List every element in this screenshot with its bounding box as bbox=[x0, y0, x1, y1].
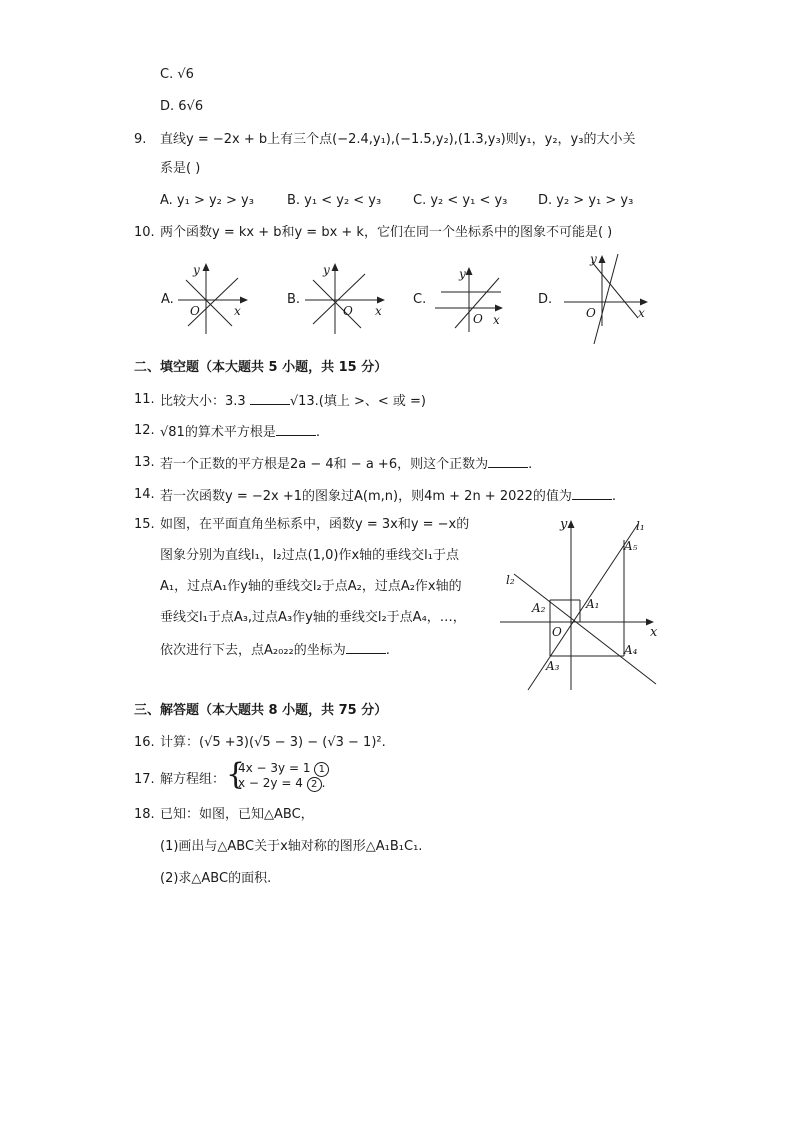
q15-line5-a: 依次进行下去，点A₂₀₂₂的坐标为 bbox=[160, 643, 346, 658]
q14-text-b: . bbox=[611, 489, 617, 504]
q10-d-y-label: y bbox=[590, 252, 597, 266]
q10-number: 10. bbox=[134, 225, 155, 240]
q15-line1: 如图，在平面直角坐标系中，函数y = 3x和y = −x的 bbox=[160, 517, 470, 532]
q15-figure bbox=[496, 512, 666, 694]
q9-option-a: A. y₁ > y₂ > y₃ bbox=[160, 193, 254, 208]
q13-text-a: 若一个正数的平方根是2a − 4和 − a +6，则这个正数为 bbox=[160, 457, 489, 472]
q15-line3: A₁，过点A₁作y轴的垂线交l₂于点A₂，过点A₂作x轴的 bbox=[160, 579, 462, 594]
q10-d-origin: O bbox=[586, 306, 596, 320]
q17-eq1-mark: 1 bbox=[314, 762, 329, 777]
q17-label: 解方程组： bbox=[160, 772, 226, 787]
q9-option-d: D. y₂ > y₁ > y₃ bbox=[538, 193, 634, 208]
q17-eq1-text: 4x − 3y = 1 bbox=[238, 761, 311, 775]
q10-a-origin: O bbox=[190, 304, 200, 318]
q10-graph-d bbox=[562, 250, 654, 346]
q10-b-x-label: x bbox=[375, 304, 382, 318]
q10-option-c-label: C. bbox=[413, 292, 427, 307]
q15-fig-a3: A₃ bbox=[546, 659, 560, 673]
q10-b-y-label: y bbox=[323, 263, 330, 277]
q11-text-b: √13.(填上 >、< 或 =) bbox=[289, 394, 426, 409]
q15-fig-a1: A₁ bbox=[586, 597, 600, 611]
q10-b-origin: O bbox=[343, 304, 353, 318]
q11-text-a: 比较大小：3.3 bbox=[160, 394, 250, 409]
q12-blank[interactable] bbox=[276, 422, 316, 436]
q17-eq2 bbox=[238, 776, 326, 792]
q10-graph-c bbox=[433, 262, 513, 334]
q15-fig-a5: A₅ bbox=[624, 539, 638, 553]
q14-number: 14. bbox=[134, 487, 155, 502]
q15-fig-origin: O bbox=[552, 625, 562, 639]
q9-option-b: B. y₁ < y₂ < y₃ bbox=[287, 193, 382, 208]
q10-a-x-label: x bbox=[234, 304, 241, 318]
q15-fig-y-label: y bbox=[560, 517, 568, 532]
q15-fig-l2: l₂ bbox=[506, 573, 515, 587]
q15-line5-b: . bbox=[385, 643, 390, 658]
q17-eq1 bbox=[238, 761, 329, 777]
q18-text: 已知：如图，已知△ABC， bbox=[160, 807, 314, 822]
q15-line4: 垂线交l₁于点A₃,过点A₃作y轴的垂线交l₂于点A₄，…， bbox=[160, 610, 466, 625]
q18-part2: (2)求△ABC的面积. bbox=[160, 871, 272, 886]
q12-text bbox=[160, 422, 320, 442]
q17-eq2-mark: 2 bbox=[307, 777, 322, 792]
q10-option-a-label: A. bbox=[161, 292, 174, 307]
q15-line2: 图象分别为直线l₁，l₂过点(1,0)作x轴的垂线交l₁于点 bbox=[160, 548, 459, 563]
q15-fig-a2: A₂ bbox=[532, 601, 546, 615]
q9-option-c: C. y₂ < y₁ < y₃ bbox=[413, 193, 508, 208]
q15-fig-a4: A₄ bbox=[624, 643, 638, 657]
q14-text-a: 若一次函数y = −2x +1的图象过A(m,n)，则4m + 2n + 2022的值为 bbox=[160, 489, 572, 504]
q15-line5 bbox=[160, 640, 390, 660]
q10-c-origin: O bbox=[473, 312, 483, 326]
q10-d-x-label: x bbox=[638, 306, 645, 320]
q12-number: 12. bbox=[134, 423, 155, 438]
q9-text-line2: 系是( ) bbox=[160, 161, 201, 176]
section3-title: 三、解答题（本大题共 8 小题，共 75 分） bbox=[134, 703, 388, 718]
q16-text: 计算：(√5 +3)(√5 − 3) − (√3 − 1)². bbox=[160, 735, 386, 750]
q10-graph-a bbox=[176, 258, 252, 336]
q15-blank[interactable] bbox=[346, 640, 386, 654]
q10-c-y-label: y bbox=[459, 267, 466, 281]
q12-text-b: . bbox=[315, 425, 320, 440]
section2-title: 二、填空题（本大题共 5 小题，共 15 分） bbox=[134, 360, 388, 375]
q8-option-d: D. 6√6 bbox=[160, 99, 204, 114]
q10-c-x-label: x bbox=[493, 313, 500, 327]
q10-option-d-label: D. bbox=[538, 292, 553, 307]
q14-blank[interactable] bbox=[572, 486, 612, 500]
q12-text-a: √81的算术平方根是 bbox=[160, 425, 276, 440]
q17-eq2-text: x − 2y = 4 bbox=[238, 776, 303, 790]
q15-number: 15. bbox=[134, 517, 155, 532]
q11-blank[interactable] bbox=[250, 391, 290, 405]
q10-graph-b bbox=[303, 258, 389, 336]
q16-number: 16. bbox=[134, 735, 155, 750]
q11-number: 11. bbox=[134, 392, 155, 407]
q17-brace: { bbox=[226, 757, 246, 792]
q9-text-line1: 直线y = −2x + b上有三个点(−2.4,y₁),(−1.5,y₂),(1.3,y₃)则y₁，y₂，y₃的大小关 bbox=[160, 132, 636, 147]
q10-text: 两个函数y = kx + b和y = bx + k，它们在同一个坐标系中的图象不可能是( ) bbox=[160, 225, 613, 240]
q15-fig-x-label: x bbox=[650, 625, 658, 640]
q9-number: 9. bbox=[134, 132, 147, 147]
q18-number: 18. bbox=[134, 807, 155, 822]
q11-text bbox=[160, 391, 426, 411]
q13-blank[interactable] bbox=[488, 454, 528, 468]
q10-a-y-label: y bbox=[193, 263, 200, 277]
q13-text-b: . bbox=[528, 457, 533, 472]
q13-text bbox=[160, 454, 532, 474]
q14-text bbox=[160, 486, 616, 506]
q18-part1: (1)画出与△ABC关于x轴对称的图形△A₁B₁C₁. bbox=[160, 839, 423, 854]
q8-option-c: C. √6 bbox=[160, 67, 194, 82]
q15-fig-l1: l₁ bbox=[636, 519, 645, 533]
q17-end: . bbox=[321, 776, 326, 790]
q10-option-b-label: B. bbox=[287, 292, 301, 307]
q17-number: 17. bbox=[134, 772, 155, 787]
q13-number: 13. bbox=[134, 455, 155, 470]
